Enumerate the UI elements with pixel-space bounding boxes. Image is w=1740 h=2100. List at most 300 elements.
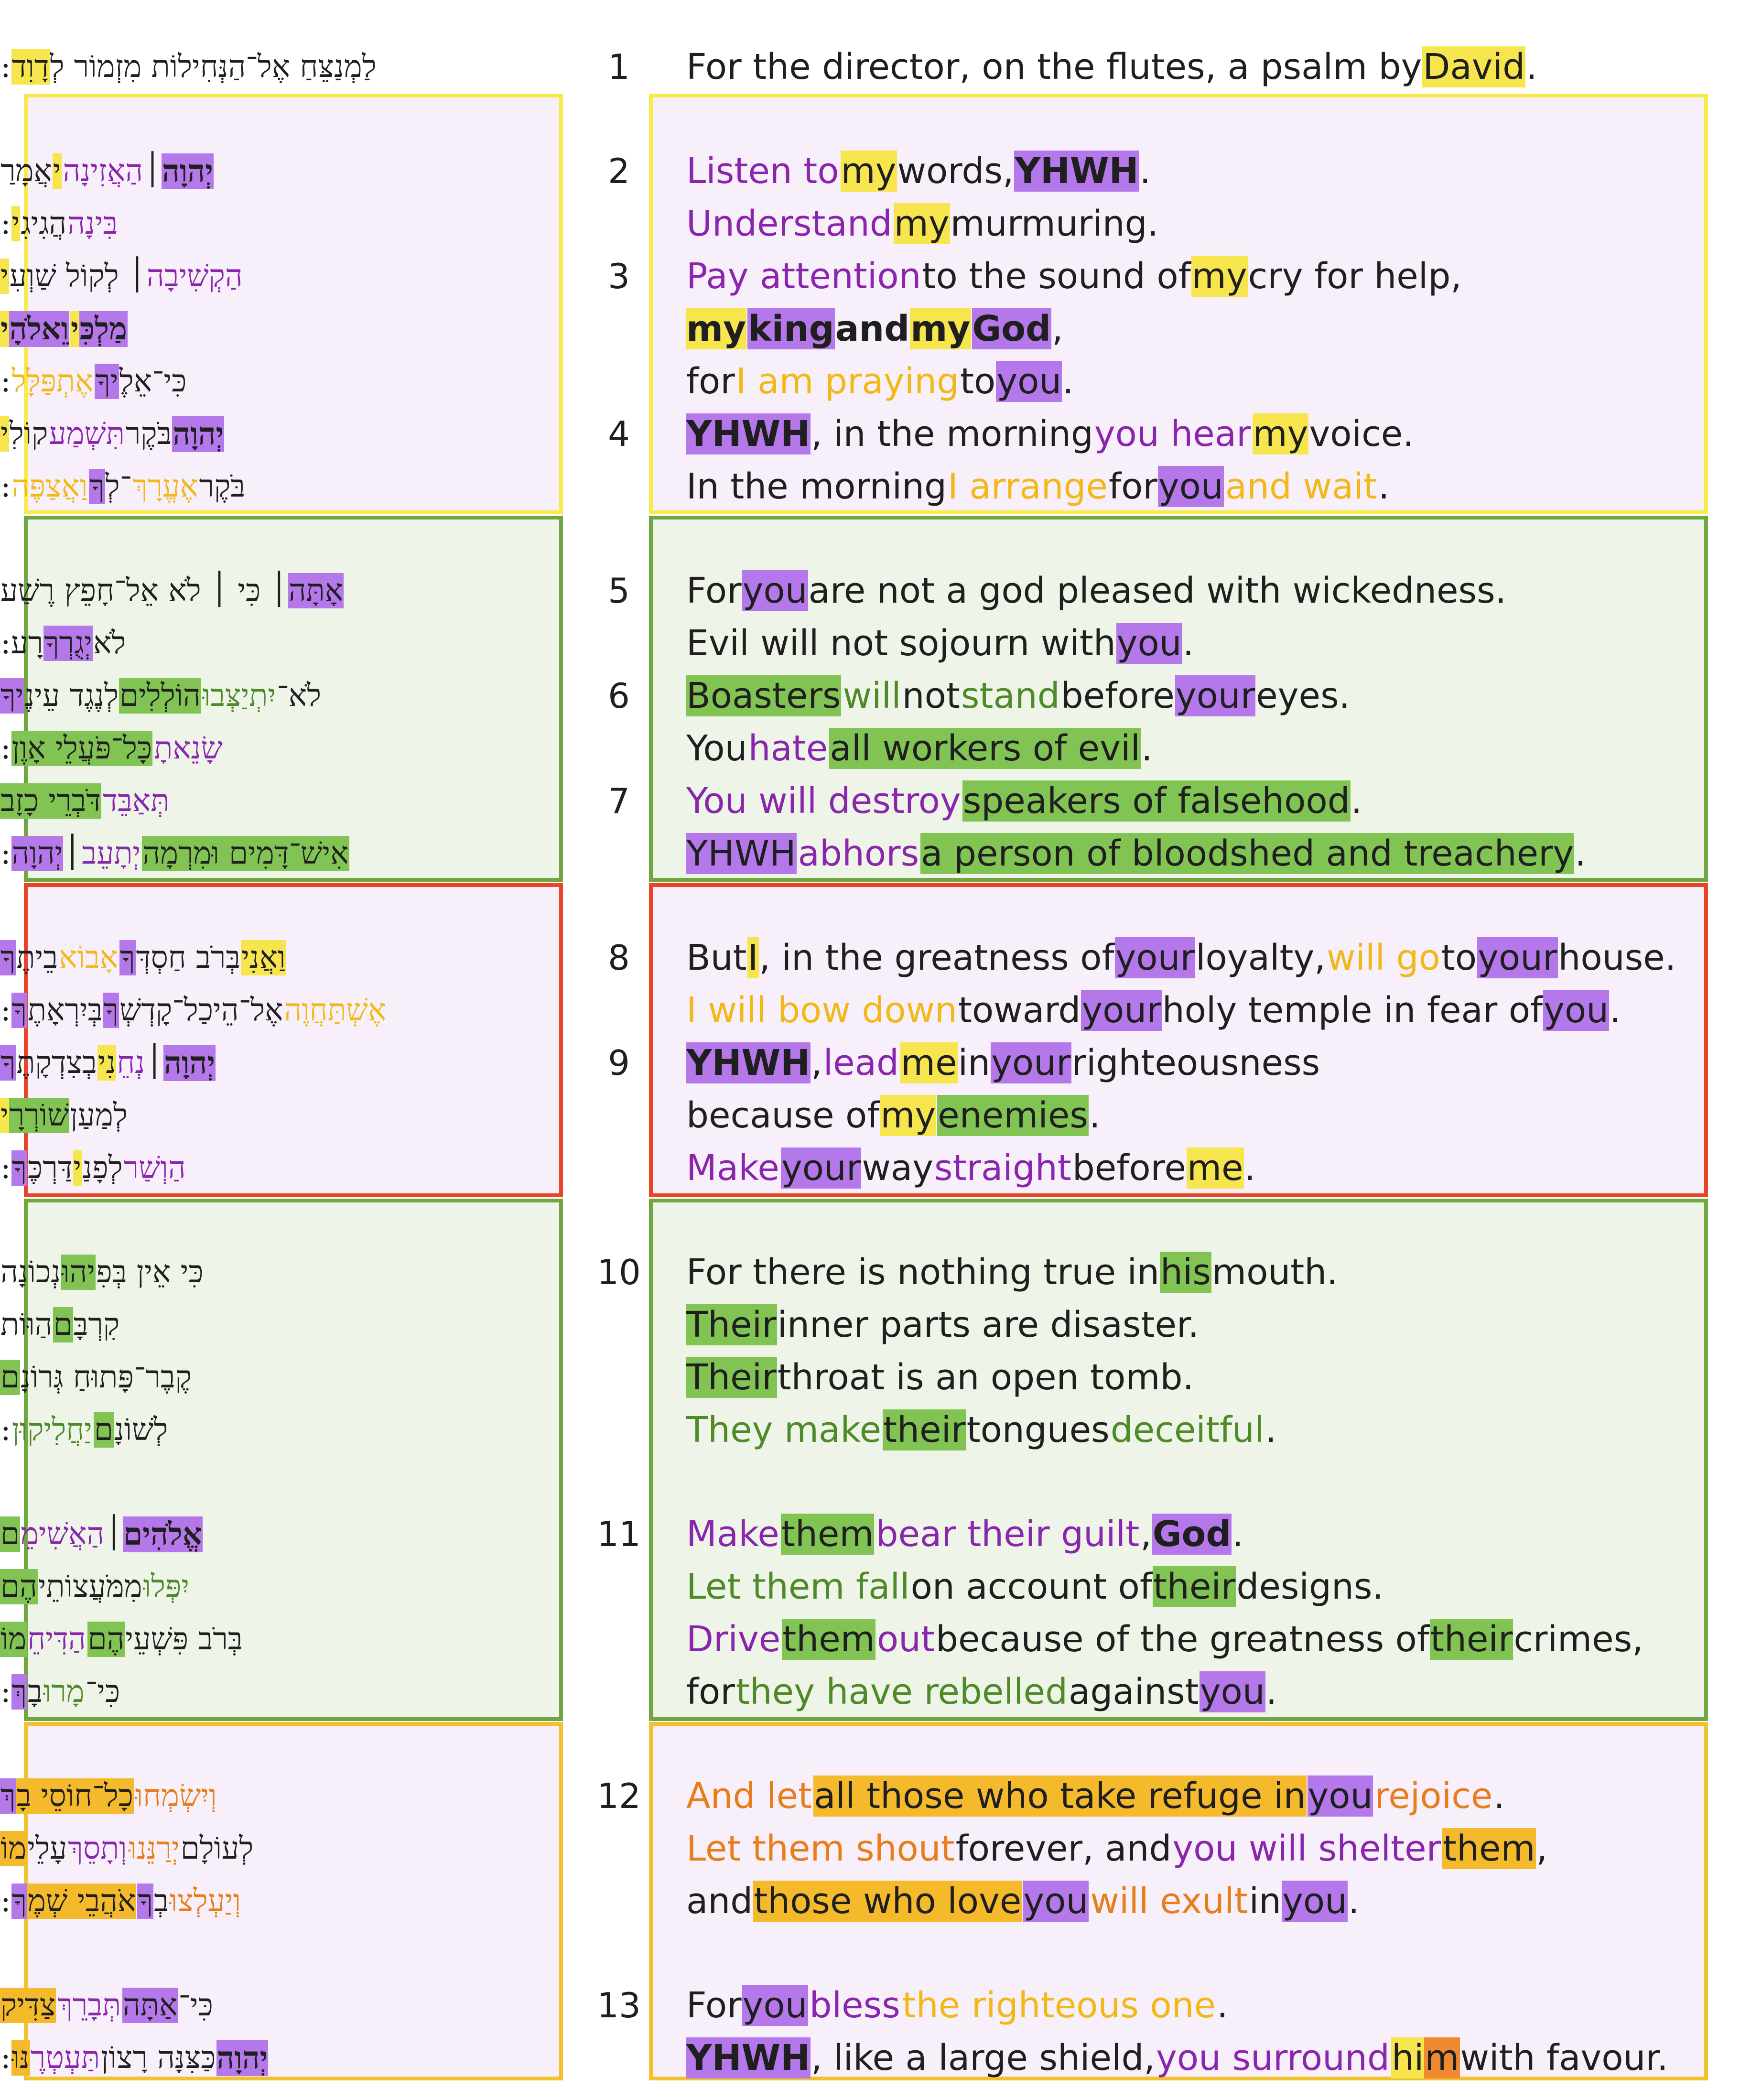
english-line-segment: are not a god pleased with wickedness. xyxy=(808,570,1507,611)
hebrew-line xyxy=(0,565,536,616)
hebrew-line-segment: כִּי־ xyxy=(85,1674,120,1710)
english-line-segment: inner parts are disaster. xyxy=(777,1304,1200,1345)
hebrew-line-segment: י xyxy=(11,206,20,241)
hebrew-line-segment: : xyxy=(0,1674,11,1710)
hebrew-line xyxy=(0,2033,536,2083)
english-line xyxy=(686,1876,1737,1927)
hebrew-line-segment: : xyxy=(0,2040,11,2076)
hebrew-line-segment: י xyxy=(53,153,61,189)
hebrew-line xyxy=(0,671,536,721)
verse-number: 13 xyxy=(597,1985,641,2025)
hebrew-line-segment: : xyxy=(0,469,11,504)
hebrew-line-segment: יךָ xyxy=(0,678,24,714)
english-line-segment: For there is nothing true in xyxy=(686,1252,1159,1293)
hebrew-line xyxy=(0,198,536,249)
english-line-segment: because of xyxy=(686,1095,880,1136)
english-line xyxy=(686,565,1737,616)
english-line-segment: In the morning xyxy=(686,466,947,507)
english-line-segment: speakers of falsehood xyxy=(962,780,1350,822)
english-line-segment: deceitful xyxy=(1110,1409,1264,1451)
hebrew-line-segment: נְכוֹנָה xyxy=(0,1255,61,1290)
english-line-segment: loyalty, xyxy=(1195,937,1326,978)
english-line-segment: hi xyxy=(1391,2037,1424,2078)
hebrew-line-segment: הֶם xyxy=(0,1569,37,1604)
english-line-segment: against xyxy=(1069,1671,1199,1712)
english-line-segment: For xyxy=(686,1985,742,2026)
hebrew-line-segment: ם xyxy=(0,1360,20,1395)
hebrew-line-segment: שׁוֹרְרָ xyxy=(9,1098,69,1133)
english-line xyxy=(686,1352,1737,1403)
hebrew-line-segment: ־לְ xyxy=(105,469,132,504)
hebrew-line-segment: קוֹלִ xyxy=(9,416,48,452)
english-line-segment: Their xyxy=(686,1304,777,1345)
english-line-segment: You xyxy=(686,728,747,769)
hebrew-line-segment: בֹּקֶר xyxy=(125,416,172,452)
english-line-segment: them xyxy=(782,1619,875,1660)
hebrew-line-segment: : xyxy=(0,1412,11,1448)
english-line-segment: YHWH xyxy=(686,1042,811,1083)
hebrew-line-segment: תִּשְׁמַע xyxy=(49,416,125,452)
english-line xyxy=(686,1299,1737,1350)
english-line-segment: I arrange xyxy=(948,466,1108,507)
english-line-segment: Let them fall xyxy=(686,1566,910,1607)
hebrew-line-segment: בָ xyxy=(28,1674,43,1710)
hebrew-line-segment: שָׂנֵאתָ xyxy=(154,731,223,766)
hebrew-line-segment: אֱלֹהִים xyxy=(123,1516,202,1552)
english-line-segment: . xyxy=(1351,780,1362,822)
hebrew-line-segment: ךְ xyxy=(11,1674,27,1710)
hebrew-line-segment: הוֹלְלִים xyxy=(119,678,201,714)
english-line-segment: Their xyxy=(686,1357,777,1398)
english-line-segment: you xyxy=(1544,990,1609,1031)
hebrew-line-segment: לֹא xyxy=(93,626,126,661)
english-line-segment: . xyxy=(1265,1409,1277,1451)
english-line-segment: for xyxy=(1109,466,1157,507)
hebrew-line-segment: י xyxy=(73,1150,82,1186)
english-line xyxy=(686,1090,1737,1141)
hebrew-line-segment: אֶתְפַּלָּל xyxy=(11,364,94,399)
hebrew-line-segment: עָלֵי xyxy=(27,1831,67,1866)
hebrew-line-segment: יִתְיַצְּבוּ xyxy=(202,678,276,714)
english-line-segment: will go xyxy=(1326,937,1440,978)
english-line-segment: And let xyxy=(686,1775,812,1817)
hebrew-line-segment: ךָ xyxy=(0,940,16,975)
hebrew-line-segment: מוֹ xyxy=(0,1831,27,1866)
hebrew-line-segment: י xyxy=(71,311,79,347)
english-line-segment: the righteous one xyxy=(902,1985,1216,2026)
english-line-segment: . xyxy=(1182,623,1194,664)
hebrew-line-segment: : xyxy=(0,364,11,399)
hebrew-line-segment: כָל־חוֹסֵי בָ xyxy=(16,1778,133,1814)
hebrew-line-segment: אִישׁ־דָּמִים וּמִרְמָה xyxy=(142,836,349,871)
english-line-segment: I will bow down xyxy=(686,990,958,1031)
english-line-segment: their xyxy=(883,1409,966,1451)
hebrew-line-segment: בִּינָה xyxy=(67,206,118,241)
english-line-segment: your xyxy=(1115,937,1195,978)
english-line-segment: . xyxy=(1265,1671,1277,1712)
english-line-segment: you xyxy=(996,361,1062,402)
english-line-segment: eyes. xyxy=(1256,675,1351,716)
english-line-segment: you hear xyxy=(1094,413,1251,455)
hebrew-line-segment: יְגֻרְךָ xyxy=(44,626,92,661)
hebrew-line-segment: מִמֹּעֲצוֹתֵי xyxy=(38,1569,142,1604)
english-line-segment: Understand xyxy=(686,203,892,244)
hebrew-line xyxy=(0,1038,536,1088)
english-line xyxy=(686,2033,1737,2083)
english-line-segment: his xyxy=(1160,1252,1211,1293)
hebrew-line-segment: לַמְנַצֵּחַ אֶל־הַנְּחִילוֹת מִזְמוֹר לְ xyxy=(50,49,377,85)
english-line-segment: throat is an open tomb. xyxy=(777,1357,1194,1398)
english-line-segment: mouth. xyxy=(1211,1252,1338,1293)
hebrew-line xyxy=(0,985,536,1036)
hebrew-line-segment: נִי xyxy=(97,1045,116,1081)
english-line-segment: will xyxy=(843,675,901,716)
english-line-segment: on account of xyxy=(910,1566,1152,1607)
hebrew-line-segment: וַאֲצַפֶּה xyxy=(11,469,88,504)
english-line-segment: their xyxy=(1430,1619,1513,1660)
english-line-segment: my xyxy=(686,308,746,349)
english-line-segment: you will shelter xyxy=(1172,1828,1441,1869)
english-line xyxy=(686,1247,1737,1298)
hebrew-line-segment: לְשׁוֹנָ xyxy=(114,1412,168,1448)
english-line-segment: enemies xyxy=(938,1095,1088,1136)
english-line-segment: YHWH xyxy=(686,833,796,874)
verse-number: 5 xyxy=(608,571,630,611)
english-line xyxy=(686,1771,1737,1821)
english-line-segment: toward xyxy=(958,990,1081,1031)
hebrew-line xyxy=(0,146,536,196)
hebrew-line-segment: קֶבֶר־פָּתוּחַ גְּרוֹנָ xyxy=(20,1360,192,1395)
english-line-segment: designs. xyxy=(1236,1566,1383,1607)
hebrew-line-segment: וְתָסֵךְ xyxy=(68,1831,127,1866)
hebrew-line-segment: יַחֲלִיקוּן xyxy=(11,1412,92,1448)
english-line-segment: Let them shout xyxy=(686,1828,955,1869)
hebrew-line-segment: ךָ xyxy=(11,1884,27,1919)
hebrew-line-segment: ךָ xyxy=(0,1045,16,1081)
hebrew-line xyxy=(0,776,536,826)
hebrew-line-segment: י xyxy=(0,311,9,347)
english-line-segment: Drive xyxy=(686,1619,781,1660)
english-line-segment: my xyxy=(910,308,971,349)
english-line xyxy=(686,618,1737,669)
hebrew-line xyxy=(0,1299,536,1350)
hebrew-line-segment: הַדִּיחֵ xyxy=(27,1622,86,1657)
hebrew-line-segment: דֹּבְרֵי כָזָב xyxy=(0,783,101,819)
english-line-segment: Evil will not sojourn with xyxy=(686,623,1116,664)
english-line-segment: those who love xyxy=(754,1881,1022,1922)
english-line-segment: house. xyxy=(1558,937,1676,978)
hebrew-line-segment: בְּרֹב חַסְדְּ xyxy=(136,940,241,975)
verse-number: 3 xyxy=(608,256,630,296)
english-line-segment: YHWH xyxy=(686,2037,811,2078)
english-line-segment: , in the morning xyxy=(811,413,1093,455)
english-line xyxy=(686,42,1737,92)
english-line-segment: to the sound of xyxy=(922,256,1191,297)
hebrew-line-segment: יִפְּלוּ xyxy=(143,1569,190,1604)
english-line-segment: . xyxy=(1348,1881,1360,1922)
hebrew-line-segment: קִרְבָּ xyxy=(73,1307,120,1342)
english-line-segment: lead xyxy=(823,1042,899,1083)
hebrew-line xyxy=(0,1667,536,1717)
hebrew-line-segment: יְהוָה xyxy=(11,836,63,871)
english-line-segment: your xyxy=(1478,937,1557,978)
hebrew-line-segment: ׀ לְקוֹל שַׁוְעִ xyxy=(9,259,146,294)
english-line-segment: Boasters xyxy=(686,675,841,716)
hebrew-line-segment: יְהוָה xyxy=(162,153,213,189)
english-line-segment: in xyxy=(958,1042,991,1083)
hebrew-line-segment: וְיַעְלְצוּ xyxy=(169,1884,241,1919)
hebrew-line-segment: אָבוֹא xyxy=(59,940,119,975)
english-line xyxy=(686,723,1737,774)
hebrew-line-segment: מַלְכִּ xyxy=(79,311,127,347)
hebrew-line-segment: רָע: xyxy=(0,626,43,661)
english-line-segment: I xyxy=(747,937,758,978)
hebrew-line-segment: ךָ xyxy=(11,993,27,1028)
verse-number: 2 xyxy=(608,151,630,191)
hebrew-line-segment: וַאֲנִי xyxy=(241,940,286,975)
hebrew-line-segment: לְמַעַן xyxy=(70,1098,128,1133)
verse-number: 8 xyxy=(608,938,630,978)
hebrew-line-segment: ׀ xyxy=(105,1516,123,1552)
english-line xyxy=(686,828,1737,879)
english-line-segment: straight xyxy=(934,1147,1071,1189)
english-line-segment: them xyxy=(781,1514,874,1555)
hebrew-line-segment: אָתָּה xyxy=(288,573,343,608)
hebrew-line-segment: : xyxy=(0,1150,11,1186)
verse-number: 9 xyxy=(608,1043,630,1083)
english-line xyxy=(686,1405,1737,1455)
hebrew-line-segment: : xyxy=(0,49,11,85)
hebrew-line xyxy=(0,1247,536,1298)
hebrew-line-segment: ׀ xyxy=(64,836,81,871)
hebrew-line xyxy=(0,251,536,302)
hebrew-line-segment: כָּל־פֹּעֲלֵי אָוֶן xyxy=(11,731,152,766)
english-line-segment: hate xyxy=(748,728,828,769)
english-line-segment: you xyxy=(1200,1671,1265,1712)
hebrew-line-segment: לְעוֹלָם xyxy=(180,1831,254,1866)
english-line xyxy=(686,198,1737,249)
hebrew-line xyxy=(0,828,536,879)
hebrew-line-segment: תְּאַבֵּד xyxy=(103,783,170,819)
hebrew-line-segment: ׀ כִּי ׀ לֹא אֵל־חָפֵץ רֶשַׁע xyxy=(0,573,288,608)
hebrew-line xyxy=(0,461,536,512)
english-line-segment: all workers of evil xyxy=(830,728,1141,769)
hebrew-line-segment: יְהוָה xyxy=(216,2040,268,2076)
hebrew-line-segment: : xyxy=(0,836,11,871)
hebrew-line-segment: יהוּ xyxy=(62,1255,96,1290)
verse-number: 10 xyxy=(597,1252,641,1292)
english-line-segment: me xyxy=(1187,1147,1243,1189)
hebrew-line-segment: ם xyxy=(0,1516,20,1552)
hebrew-line-segment: : xyxy=(0,1884,11,1919)
hebrew-line-segment: כִּי אֵין בְּפִ xyxy=(96,1255,204,1290)
english-line xyxy=(686,1038,1737,1088)
english-line-segment: YHWH xyxy=(1015,151,1139,192)
hebrew-line-segment: דָוִד xyxy=(11,49,49,85)
english-line-segment: their xyxy=(1153,1566,1236,1607)
hebrew-line xyxy=(0,1614,536,1665)
english-line-segment: to xyxy=(960,361,996,402)
verse-number: 7 xyxy=(608,781,630,821)
english-line-segment: . xyxy=(1526,46,1537,87)
english-line-segment: For xyxy=(686,570,742,611)
hebrew-line-segment: צַדִּיק xyxy=(0,1988,56,2023)
english-line-segment: , xyxy=(1140,1514,1152,1555)
english-line-segment: , xyxy=(1052,308,1063,349)
hebrew-line xyxy=(0,1090,536,1141)
english-line-segment: your xyxy=(781,1147,861,1189)
english-line xyxy=(686,932,1737,983)
english-line-segment: your xyxy=(1081,990,1161,1031)
hebrew-line-segment: ךָ xyxy=(138,1884,153,1919)
english-line-segment: you xyxy=(1023,1881,1089,1922)
hebrew-line xyxy=(0,42,536,92)
hebrew-line-segment: אֲמָרַ xyxy=(0,153,52,189)
hebrew-line-segment: מָרוּ xyxy=(43,1674,85,1710)
english-line-segment: my xyxy=(880,1095,936,1136)
hebrew-line-segment: יְהוָה xyxy=(164,1045,215,1081)
english-line-segment: words, xyxy=(897,151,1014,192)
hebrew-line-segment: י xyxy=(0,416,9,452)
hebrew-line-segment: בְ xyxy=(153,1884,169,1919)
hebrew-line-segment: כַּצִּנָּה רָצוֹן xyxy=(101,2040,216,2076)
hebrew-line-segment: ךְ xyxy=(0,1778,16,1814)
hebrew-line-segment: ם xyxy=(94,1412,113,1448)
english-line xyxy=(686,1143,1737,1193)
english-line-segment: You will destroy xyxy=(686,780,961,822)
english-line-segment: tongues xyxy=(966,1409,1110,1451)
english-line-segment: you xyxy=(742,570,808,611)
english-line-segment: and wait xyxy=(1225,466,1377,507)
hebrew-line-segment: י xyxy=(0,1098,9,1133)
hebrew-line-segment: י xyxy=(0,259,9,294)
english-line-segment: and xyxy=(686,1881,753,1922)
english-line-segment: in xyxy=(1249,1881,1282,1922)
hebrew-line-segment: דַּרְכֶּ xyxy=(28,1150,73,1186)
hebrew-line xyxy=(0,1561,536,1612)
hebrew-line xyxy=(0,1405,536,1455)
english-line-segment: bear their guilt xyxy=(875,1514,1140,1555)
english-line-segment: you surround xyxy=(1156,2037,1390,2078)
english-line-segment: rejoice xyxy=(1374,1775,1493,1817)
english-line-segment: your xyxy=(991,1042,1071,1083)
english-line-segment: stand xyxy=(961,675,1060,716)
english-line-segment: abhors xyxy=(798,833,919,874)
hebrew-line-segment: הַקְשִׁיבָה xyxy=(146,259,243,294)
hebrew-line-segment: יְהוָה xyxy=(173,416,224,452)
english-line-segment: my xyxy=(1253,413,1308,455)
english-line xyxy=(686,776,1737,826)
hebrew-line-segment: : xyxy=(0,206,11,241)
english-line-segment: righteousness xyxy=(1071,1042,1320,1083)
hebrew-line-segment: יְרַנֵּנוּ xyxy=(129,1831,180,1866)
hebrew-line xyxy=(0,1876,536,1927)
hebrew-line-segment: כִּי־ xyxy=(178,1988,213,2023)
english-line-segment: But xyxy=(686,937,747,978)
english-line xyxy=(686,985,1737,1036)
hebrew-line-segment: אֶעֱרָךְ xyxy=(132,469,198,504)
english-line-segment: Make xyxy=(686,1514,779,1555)
english-line-segment: . xyxy=(1217,1985,1228,2026)
hebrew-line xyxy=(0,1980,536,2031)
hebrew-line-segment: בְּיִרְאָתֶ xyxy=(28,993,103,1028)
english-line-segment: my xyxy=(1191,256,1247,297)
hebrew-line xyxy=(0,1823,536,1874)
english-line-segment: for xyxy=(686,361,735,402)
hebrew-line-segment: תְּבָרֵךְ xyxy=(57,1988,121,2023)
verse-number: 11 xyxy=(597,1514,641,1554)
english-line-segment: a person of bloodshed and treachery xyxy=(921,833,1574,874)
english-line-segment: , xyxy=(1536,1828,1548,1869)
hebrew-line-segment: אַתָּה xyxy=(123,1988,178,2023)
english-line-segment: . xyxy=(1139,151,1151,192)
hebrew-line-segment: יךָ xyxy=(95,364,119,399)
hebrew-line-segment: בְּרֹב פִּשְׁעֵי xyxy=(125,1622,243,1657)
english-line-segment: my xyxy=(894,203,950,244)
english-line-segment: I am praying xyxy=(735,361,960,402)
hebrew-line xyxy=(0,1352,536,1403)
hebrew-line-segment: כִּי־אֵלֶ xyxy=(119,364,187,399)
english-line xyxy=(686,461,1737,512)
english-line-segment: you xyxy=(1116,623,1182,664)
hebrew-line-segment: הַוּוֹת xyxy=(0,1307,53,1342)
hebrew-line xyxy=(0,1509,536,1559)
english-line-segment: and xyxy=(835,308,910,349)
english-line-segment: forever, and xyxy=(955,1828,1172,1869)
hebrew-line-segment: : xyxy=(0,993,11,1028)
english-line-segment: . xyxy=(1062,361,1074,402)
hebrew-line xyxy=(0,303,536,354)
hebrew-line-segment: נְחֵ xyxy=(117,1045,145,1081)
english-line-segment: For the director, on the flutes, a psalm by xyxy=(686,46,1422,87)
hebrew-line-segment: הֶם xyxy=(87,1622,125,1657)
english-line-segment: . xyxy=(1232,1514,1243,1555)
hebrew-line-segment: בֵיתֶ xyxy=(16,940,58,975)
verse-number: 12 xyxy=(597,1776,641,1816)
hebrew-line-segment: אֹהֲבֵי שְׁמֶ xyxy=(28,1884,136,1919)
hebrew-line xyxy=(0,356,536,407)
hebrew-line-segment: וְיִשְׂמְחוּ xyxy=(135,1778,217,1814)
hebrew-line-segment: ךָ xyxy=(103,993,119,1028)
hebrew-line-segment: הֲגִיגִ xyxy=(21,206,67,241)
english-line-segment: cry for help, xyxy=(1248,256,1462,297)
english-line-segment: crimes, xyxy=(1513,1619,1643,1660)
english-line-segment: way xyxy=(862,1147,934,1189)
english-line-segment: They make xyxy=(686,1409,882,1451)
english-line-segment: . xyxy=(1575,833,1586,874)
hebrew-line-segment: אֶל־הֵיכַל־קָדְשְׁ xyxy=(119,993,283,1028)
verse-number: 6 xyxy=(608,676,630,716)
english-line-segment: , like a large shield, xyxy=(811,2037,1156,2078)
english-line-segment: you xyxy=(1282,1881,1348,1922)
hebrew-line-segment: ׀ xyxy=(144,153,162,189)
english-line xyxy=(686,1667,1737,1717)
english-line-segment: David xyxy=(1423,46,1525,87)
english-line-segment: you xyxy=(742,1985,808,2026)
english-line xyxy=(686,1823,1737,1874)
english-line-segment: Pay attention xyxy=(686,256,921,297)
hebrew-line xyxy=(0,409,536,459)
hebrew-line-segment: יְתָעֵב xyxy=(82,836,141,871)
english-line-segment: . xyxy=(1141,728,1153,769)
english-line xyxy=(686,356,1737,407)
hebrew-line-segment: אֶשְׁתַּחֲוֶה xyxy=(284,993,387,1028)
hebrew-line-segment: ךָ xyxy=(120,940,135,975)
english-line-segment: m xyxy=(1425,2037,1459,2078)
english-line-segment: God xyxy=(1152,1514,1232,1555)
english-line-segment: . xyxy=(1089,1095,1101,1136)
english-line-segment: they have rebelled xyxy=(735,1671,1068,1712)
